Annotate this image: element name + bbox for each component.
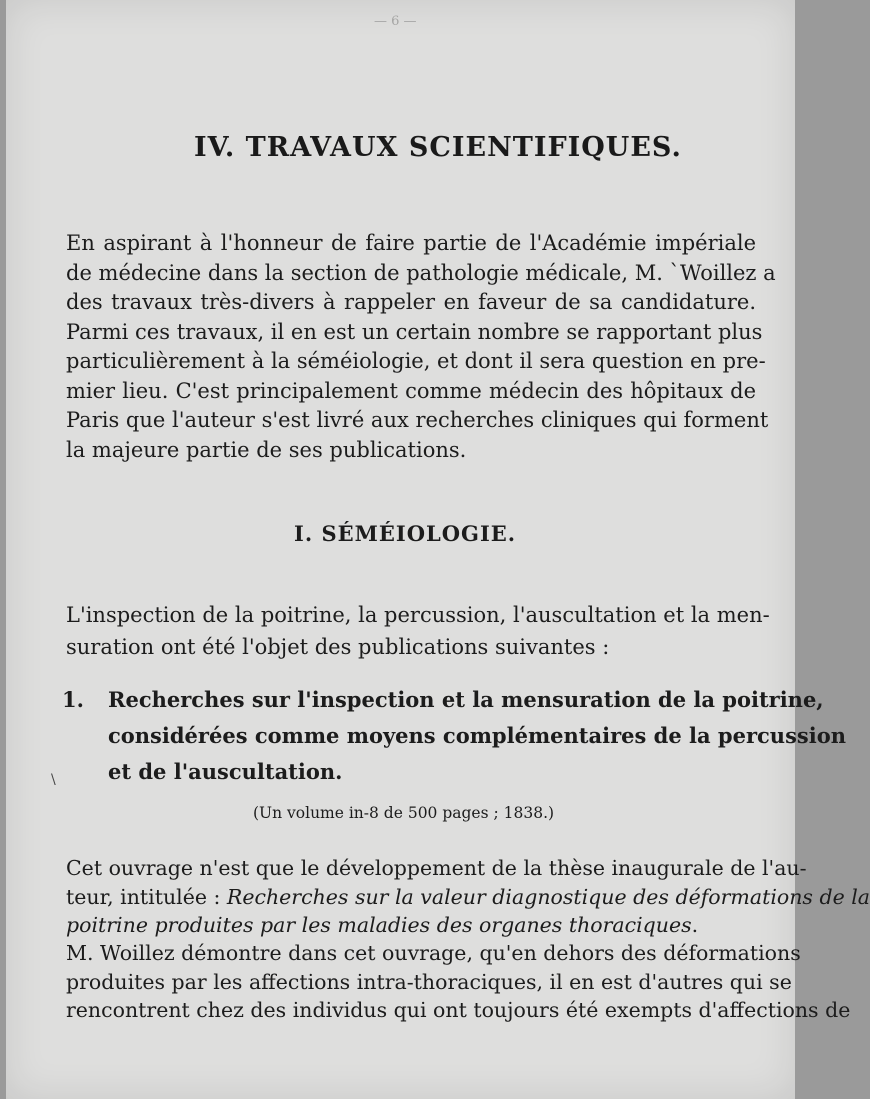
intro-line: Parmi ces travaux, il en est un certain nombre se rapportant plus bbox=[66, 319, 763, 344]
continuation-line: produites par les affections intra-thoraciques, il en est d'autres qui se bbox=[66, 969, 792, 994]
continuation-paragraph bbox=[66, 939, 851, 1025]
intro-paragraph bbox=[66, 229, 776, 465]
item-title-line: considérées comme moyens complémentaires de la percussion bbox=[108, 723, 846, 748]
item-number: 1. bbox=[62, 687, 84, 712]
continuation-line: M. Woillez démontre dans cet ouvrage, qu'en dehors des déformations bbox=[66, 941, 801, 965]
section-intro-line: suration ont été l'objet des publications suivantes : bbox=[66, 635, 610, 659]
description-line: Cet ouvrage n'est que le développement de la thèse inaugurale de l'au- bbox=[66, 856, 807, 880]
description-text: . bbox=[691, 913, 699, 937]
intro-line: En aspirant à l'honneur de faire partie de l'Académie impériale bbox=[66, 231, 756, 255]
description-paragraph bbox=[66, 854, 870, 940]
document-page bbox=[6, 0, 870, 1099]
section-intro-line: L'inspection de la poitrine, la percussion, l'auscultation et la men- bbox=[66, 603, 770, 627]
item-title-line: Recherches sur l'inspection et la mensuration de la poitrine, bbox=[108, 687, 824, 712]
continuation-line: rencontrent chez des individus qui ont toujours été exempts d'affections de bbox=[66, 998, 851, 1022]
page-number: — 6 — bbox=[374, 14, 417, 29]
intro-line: mier lieu. C'est principalement comme médecin des hôpitaux de bbox=[66, 378, 756, 403]
intro-line: particulièrement à la séméiologie, et dont il sera question en pre- bbox=[66, 349, 766, 373]
section-intro-paragraph bbox=[66, 599, 770, 663]
margin-mark: \ bbox=[51, 772, 56, 788]
intro-line: de médecine dans la section de pathologie médicale, M. `Woillez a bbox=[66, 260, 776, 285]
intro-line: la majeure partie de ses publications. bbox=[66, 437, 467, 462]
intro-line: des travaux très-divers à rappeler en faveur de sa candidature. bbox=[66, 290, 756, 314]
intro-line: Paris que l'auteur s'est livré aux recherches cliniques qui forment bbox=[66, 408, 769, 432]
description-text: teur, intitulée : bbox=[66, 884, 227, 909]
section-heading: I. SÉMÉIOLOGIE. bbox=[294, 521, 517, 546]
thesis-title-cont: poitrine produites par les maladies des organes thoraciques bbox=[66, 913, 692, 937]
item-title-line: et de l'auscultation. bbox=[108, 759, 343, 784]
page-title: IV. TRAVAUX SCIENTIFIQUES. bbox=[194, 132, 682, 163]
publication-details: (Un volume in-8 de 500 pages ; 1838.) bbox=[253, 804, 555, 822]
thesis-title: Recherches sur la valeur diagnostique des déformations de la bbox=[226, 884, 870, 909]
